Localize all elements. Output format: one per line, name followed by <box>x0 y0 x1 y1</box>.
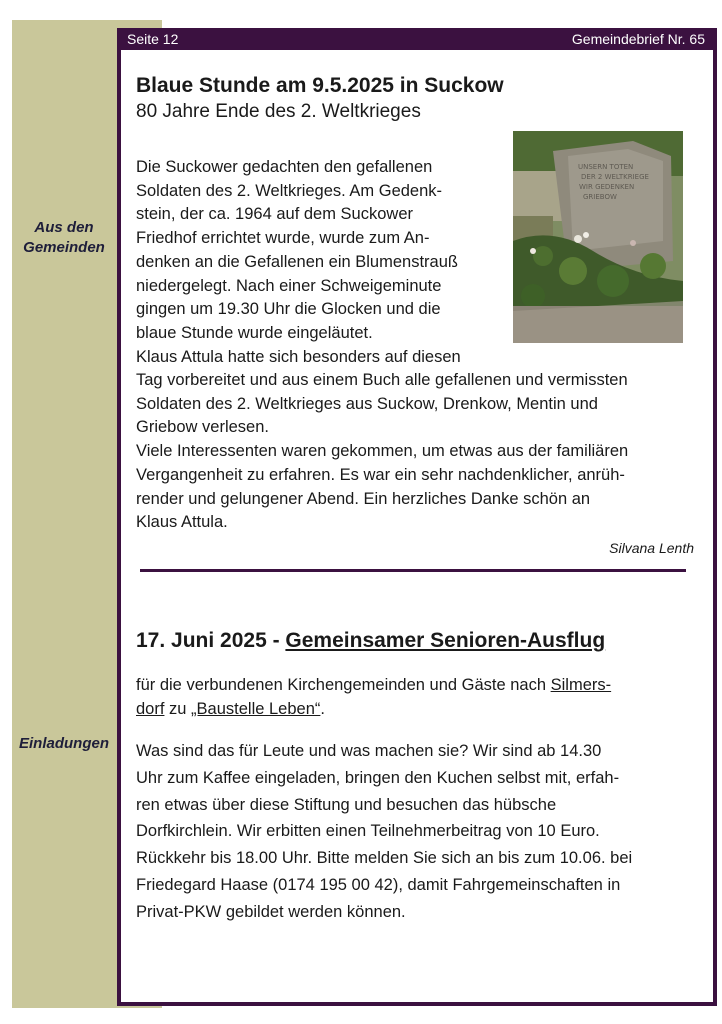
text-line: Tag vorbereitet und aus einem Buch alle gefallenen und vermissten <box>136 371 628 389</box>
invitation-title <box>136 629 605 653</box>
text-line: Uhr zum Kaffee eingeladen, bringen den Kuchen selbst mit, erfah- <box>136 768 620 787</box>
text-line: Soldaten des 2. Weltkrieges. Am Gedenk- <box>136 181 443 200</box>
article-body-narrow <box>136 156 506 369</box>
svg-text:DER 2 WELTKRIEGE: DER 2 WELTKRIEGE <box>581 173 649 181</box>
text-line: Privat-PKW gebildet werden können. <box>136 902 406 921</box>
section-label-line2: Gemeinden <box>23 239 105 256</box>
text-line: Viele Interessenten waren gekommen, um etwas aus der familiären <box>136 442 629 461</box>
svg-text:UNSERN TOTEN: UNSERN TOTEN <box>578 163 634 171</box>
text-line: Klaus Attula. <box>136 513 228 532</box>
invitation-date: 17. Juni 2025 - <box>136 629 286 652</box>
text-line: Die Suckower gedachten den gefallenen <box>136 158 433 176</box>
invitation-intro <box>136 674 702 721</box>
text-line <box>136 674 702 698</box>
memorial-stone-photo <box>513 131 683 343</box>
article-body-wide <box>136 369 702 535</box>
text-line: render und gelungener Abend. Ein herzliches Danke schön an <box>136 489 591 508</box>
intro-text: . <box>320 699 325 718</box>
section-label-gemeinden <box>12 218 116 258</box>
section-label-line1: Aus den <box>34 219 94 236</box>
text-line: Friedhof errichtet wurde, wurde zum An- <box>136 229 430 248</box>
text-line: stein, der ca. 1964 auf dem Suckower <box>136 205 413 224</box>
text-line: Klaus Attula hatte sich besonders auf diesen <box>136 347 461 366</box>
text-line: Vergangenheit zu erfahren. Es war ein sehr nachdenklicher, anrüh- <box>136 465 625 484</box>
project-name: „Baustelle Leben“ <box>191 699 321 718</box>
svg-text:GRIEBOW: GRIEBOW <box>583 193 617 201</box>
author-signature: Silvana Lenth <box>609 540 694 556</box>
text-line: niedergelegt. Nach einer Schweigeminute <box>136 276 442 295</box>
invitation-body <box>136 738 702 926</box>
svg-text:WIR GEDENKEN: WIR GEDENKEN <box>579 183 635 191</box>
text-line: Soldaten des 2. Weltkrieges aus Suckow, Drenkow, Mentin und <box>136 394 598 413</box>
section-divider <box>140 569 686 572</box>
place-name-cont: dorf <box>136 699 165 718</box>
section-label-einladungen: Einladungen <box>19 735 109 752</box>
text-line: ren etwas über diese Stiftung und besuchen das hübsche <box>136 795 557 814</box>
text-line: Was sind das für Leute und was machen sie? Wir sind ab 14.30 <box>136 742 602 760</box>
text-line: blaue Stunde wurde eingeläutet. <box>136 323 373 342</box>
article-subtitle: 80 Jahre Ende des 2. Weltkrieges <box>136 101 421 122</box>
text-line: Rückkehr bis 18.00 Uhr. Bitte melden Sie sich an bis zum 10.06. bei <box>136 849 633 868</box>
page-number: Seite 12 <box>127 31 179 47</box>
issue-number: Gemeindebrief Nr. 65 <box>571 31 705 47</box>
page-header <box>117 28 717 50</box>
article-title: Blaue Stunde am 9.5.2025 in Suckow <box>136 74 504 97</box>
place-name: Silmers- <box>550 676 612 694</box>
text-line: Griebow verlesen. <box>136 418 269 437</box>
text-line <box>136 698 702 722</box>
invitation-heading: Gemeinsamer Senioren-Ausflug <box>285 629 606 652</box>
text-line: gingen um 19.30 Uhr die Glocken und die <box>136 300 441 319</box>
intro-text: zu <box>164 699 192 718</box>
text-line: denken an die Gefallenen ein Blumenstrauß <box>136 252 458 271</box>
intro-text: für die verbundenen Kirchengemeinden und Gäste nach <box>136 676 551 694</box>
text-line: Friedegard Haase (0174 195 00 42), damit Fahrgemeinschaften in <box>136 875 621 894</box>
text-line: Dorfkirchlein. Wir erbitten einen Teilnehmerbeitrag von 10 Euro. <box>136 822 600 841</box>
